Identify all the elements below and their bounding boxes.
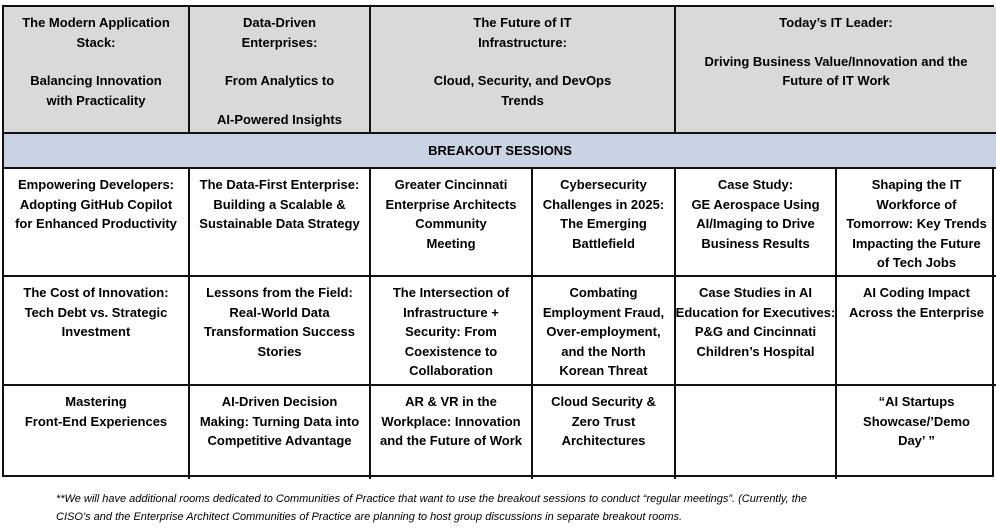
session-cell bbox=[190, 386, 371, 479]
cell-text-line: Competitive Advantage bbox=[207, 433, 352, 448]
cell-text-line: Challenges in 2025: bbox=[542, 196, 665, 212]
cell-text-line: Real-World Data bbox=[229, 304, 330, 320]
cell-text-line: Future of IT Work bbox=[782, 73, 890, 88]
cell-text-line: with Practicality bbox=[46, 92, 146, 108]
cell-text-line: Architectures bbox=[561, 433, 646, 448]
cell-text-line: Korean Threat bbox=[559, 363, 648, 378]
cell-text-line: Case Study: bbox=[717, 177, 794, 192]
session-cell bbox=[371, 169, 533, 277]
cell-text-line: AI-Powered Insights bbox=[217, 111, 342, 127]
cell-text-line: The Cost of Innovation: bbox=[23, 285, 169, 300]
cell-text-line: Zero Trust bbox=[571, 413, 636, 429]
session-cell bbox=[533, 386, 676, 479]
cell-text-line: of Tech Jobs bbox=[876, 255, 957, 270]
cell-text-line: “AI Startups bbox=[878, 394, 955, 409]
cell-text-line: Children’s Hospital bbox=[696, 343, 815, 359]
cell-text-line: Cloud Security & bbox=[551, 394, 656, 409]
cell-text-line: Stack: bbox=[76, 34, 116, 50]
cell-text-line: Collaboration bbox=[409, 363, 493, 378]
cell-text-line: Cloud, Security, and DevOps bbox=[433, 73, 612, 88]
cell-text-line: AI/Imaging to Drive bbox=[696, 216, 815, 231]
cell-text-line: Infrastructure + bbox=[403, 304, 499, 320]
session-cell-empty bbox=[676, 386, 837, 479]
cell-text-line: Showcase/’Demo bbox=[863, 413, 970, 429]
cell-text-line: Balancing Innovation bbox=[30, 73, 162, 88]
track-header-it-leader bbox=[676, 7, 996, 134]
session-cell bbox=[371, 277, 533, 386]
track-header-modern-app-stack bbox=[4, 7, 190, 134]
cell-text-line: Making: Turning Data into bbox=[199, 413, 360, 429]
cell-text-line: Driving Business Value/Innovation and the bbox=[704, 53, 968, 69]
session-cell bbox=[837, 386, 996, 479]
cell-text-line: Security: From bbox=[405, 324, 497, 339]
cell-text-line: Business Results bbox=[701, 235, 810, 251]
cell-text-line: The Modern Application bbox=[22, 15, 170, 30]
cell-text-line: Stories bbox=[257, 343, 302, 359]
cell-text-line: Education for Executives: bbox=[675, 304, 836, 320]
cell-text-line: GE Aerospace Using bbox=[691, 196, 820, 212]
cell-text-line: Day’ ” bbox=[898, 433, 935, 448]
cell-text-line: Transformation Success bbox=[204, 324, 355, 339]
session-cell bbox=[837, 169, 996, 277]
cell-text-line: Case Studies in AI bbox=[699, 285, 812, 300]
footnote-line: CISO’s and the Enterprise Architect Communities of Practice are planning to host group discussions in separate breakout rooms. bbox=[56, 511, 683, 523]
cell-text-line: Tomorrow: Key Trends bbox=[846, 216, 987, 231]
cell-text-line: AR & VR in the bbox=[405, 394, 497, 409]
cell-text-line: Combating bbox=[569, 285, 638, 300]
cell-text-line: Tech Debt vs. Strategic bbox=[24, 304, 168, 320]
session-cell bbox=[190, 277, 371, 386]
cell-text-line: Over-employment, bbox=[546, 324, 661, 339]
cell-text-line: and the Future of Work bbox=[379, 433, 523, 448]
cell-text-line: Mastering bbox=[65, 394, 127, 409]
cell-text-line: Greater Cincinnati bbox=[394, 177, 508, 192]
cell-text-line: From Analytics to bbox=[224, 73, 335, 88]
session-cell bbox=[533, 277, 676, 386]
cell-text-line: Front-End Experiences bbox=[24, 413, 168, 429]
cell-text-line: Community bbox=[415, 216, 487, 231]
cell-text-line: for Enhanced Productivity bbox=[15, 216, 177, 231]
cell-text-line: Trends bbox=[501, 92, 544, 108]
cell-text-line: Workplace: Innovation bbox=[381, 413, 521, 429]
cell-text-line: Today’s IT Leader: bbox=[779, 15, 893, 30]
cell-text-line: The Data-First Enterprise: bbox=[199, 177, 360, 192]
track-header-data-driven bbox=[190, 7, 371, 134]
cell-text-line: AI Coding Impact bbox=[863, 285, 970, 300]
cell-text-line: Adopting GitHub Copilot bbox=[19, 196, 173, 212]
session-cell bbox=[190, 169, 371, 277]
cell-text-line: Empowering Developers: bbox=[17, 177, 175, 192]
cell-text-line: Workforce of bbox=[876, 196, 957, 212]
cell-text-line: and the North bbox=[561, 343, 646, 359]
cell-text-line: Lessons from the Field: bbox=[206, 285, 353, 300]
cell-text-line: Battlefield bbox=[572, 235, 635, 251]
cell-text-line: Coexistence to bbox=[404, 343, 498, 359]
cell-text-line: Sustainable Data Strategy bbox=[199, 216, 360, 231]
cell-text-line: The Future of IT bbox=[473, 15, 572, 30]
cell-text-line: Employment Fraud, bbox=[542, 304, 665, 320]
cell-text-line: Cybersecurity bbox=[560, 177, 647, 192]
cell-text-line: Data-Driven bbox=[243, 15, 316, 30]
session-cell bbox=[4, 386, 190, 479]
agenda-table bbox=[2, 5, 994, 477]
footnote-line: **We will have additional rooms dedicated to Communities of Practice that want to use the breakout sessions to conduct “regular meetings”. (Currently, the bbox=[56, 493, 808, 505]
cell-text-line: P&G and Cincinnati bbox=[694, 324, 817, 339]
breakout-sessions-banner bbox=[4, 134, 996, 169]
session-cell bbox=[676, 277, 837, 386]
cell-text-line: The Intersection of bbox=[392, 285, 510, 300]
cell-text-line: Building a Scalable & bbox=[213, 196, 346, 212]
cell-text-line: Shaping the IT bbox=[871, 177, 962, 192]
session-cell bbox=[533, 169, 676, 277]
cell-text-line: Enterprise Architects bbox=[385, 196, 517, 212]
cell-text-line: Enterprises: bbox=[241, 34, 318, 50]
cell-text-line: Impacting the Future bbox=[852, 235, 981, 251]
session-cell bbox=[4, 169, 190, 277]
cell-text-line: Investment bbox=[61, 324, 131, 339]
track-header-it-infrastructure bbox=[371, 7, 676, 134]
cell-text-line: Across the Enterprise bbox=[848, 304, 985, 320]
footnote bbox=[56, 490, 976, 526]
cell-text-line: Infrastructure: bbox=[478, 34, 567, 50]
session-cell bbox=[837, 277, 996, 386]
session-cell bbox=[676, 169, 837, 277]
session-cell bbox=[4, 277, 190, 386]
cell-text-line: Meeting bbox=[426, 235, 476, 251]
cell-text-line: The Emerging bbox=[560, 216, 647, 231]
session-cell bbox=[371, 386, 533, 479]
cell-text-line: AI-Driven Decision bbox=[221, 394, 338, 409]
breakout-sessions-title: BREAKOUT SESSIONS bbox=[428, 142, 572, 158]
